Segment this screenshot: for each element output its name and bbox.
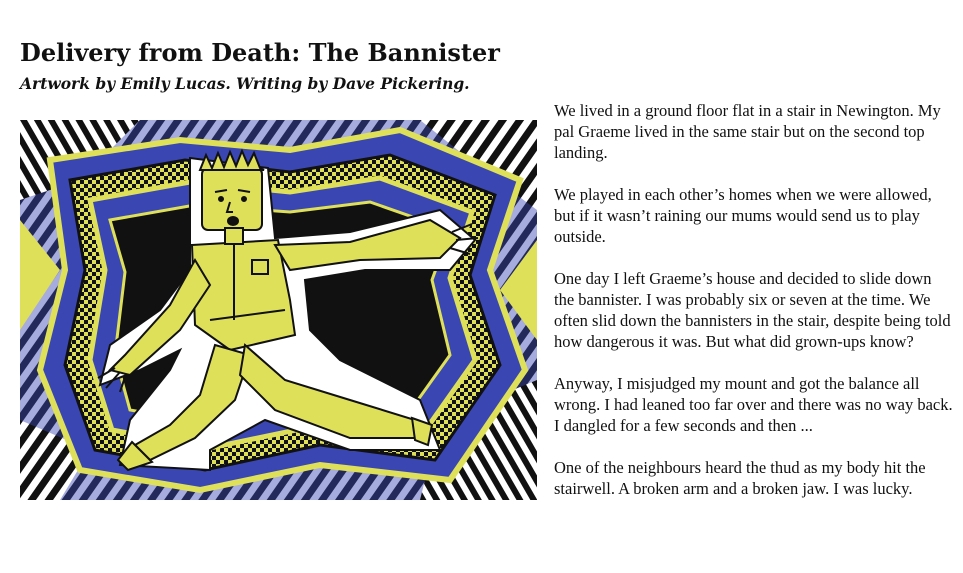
artwork-illustration: [20, 120, 537, 500]
figure-torso: [192, 240, 295, 350]
story-paragraph: One day I left Graeme’s house and decided to slide down the bannister. I was probably six or seven at the time. We often slid down the bannisters in the stair, despite being told how dangerous it was. But what did grown-ups know?: [554, 269, 951, 351]
story-paragraph: We lived in a ground floor flat in a stair in Newington. My pal Graeme lived in the same stair but on the second top landing.: [554, 101, 941, 162]
article-credit: Artwork by Emily Lucas. Writing by Dave Pickering.: [20, 74, 470, 93]
article-title: Delivery from Death: The Bannister: [20, 38, 500, 67]
figure-neck: [225, 228, 243, 244]
story-text: [554, 100, 954, 520]
bannister-artwork: [20, 120, 537, 500]
story-paragraph: We played in each other’s homes when we were allowed, but if it wasn’t raining our mums would send us to play outside.: [554, 185, 932, 246]
story-paragraph: One of the neighbours heard the thud as my body hit the stairwell. A broken arm and a broken jaw. I was lucky.: [554, 458, 926, 498]
story-paragraph: Anyway, I misjudged my mount and got the balance all wrong. I had leaned too far over and there was no way back. I dangled for a few seconds and then ...: [554, 374, 953, 435]
